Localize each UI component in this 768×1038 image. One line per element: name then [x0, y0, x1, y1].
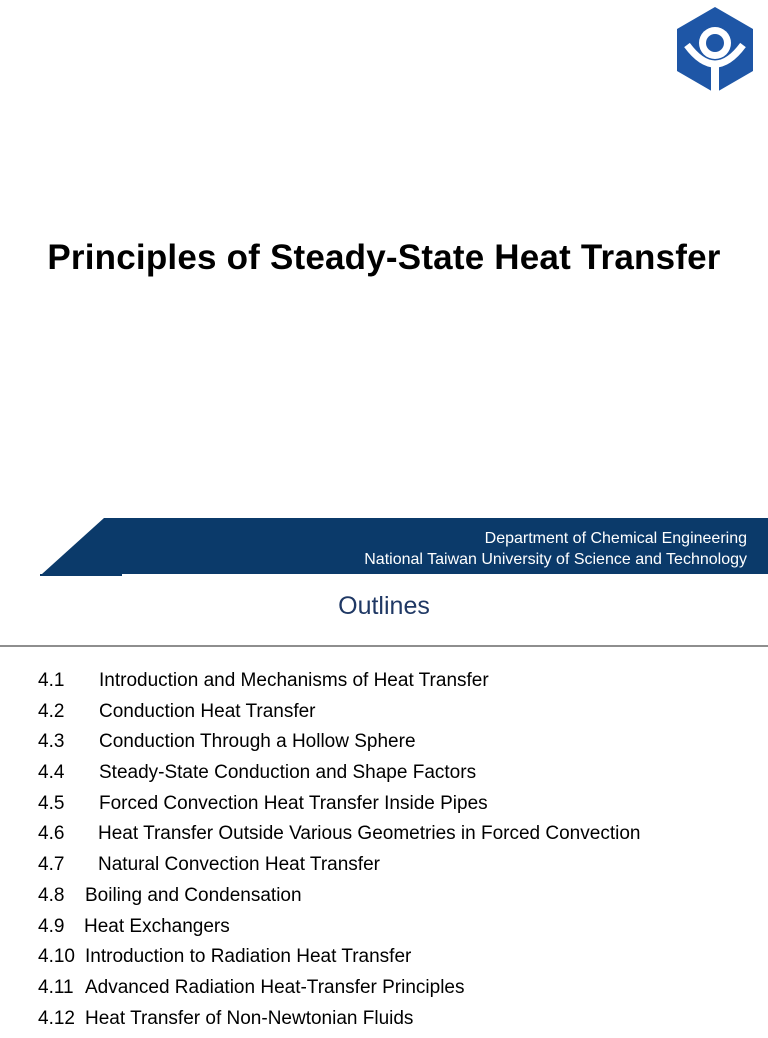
item-text: Forced Convection Heat Transfer Inside Pipes — [99, 792, 488, 814]
item-text: Steady-State Conduction and Shape Factors — [99, 762, 477, 784]
item-number: 4.6 — [38, 823, 65, 845]
list-item — [38, 670, 758, 701]
item-text: Introduction and Mechanisms of Heat Transfer — [99, 670, 489, 691]
outline-list — [38, 670, 758, 1038]
item-number: 4.11 — [38, 976, 74, 998]
item-number: 4.10 — [38, 946, 75, 968]
item-number: 4.12 — [38, 1007, 75, 1029]
list-item — [38, 977, 758, 1008]
list-item — [38, 854, 758, 885]
item-text: Advanced Radiation Heat-Transfer Principles — [85, 976, 465, 998]
university-name: National Taiwan University of Science and Technology — [364, 551, 747, 568]
item-number: 4.4 — [38, 762, 65, 784]
item-text: Heat Transfer Outside Various Geometries in Forced Convection — [98, 823, 641, 845]
department-name: Department of Chemical Engineering — [484, 530, 747, 547]
university-logo-icon — [671, 5, 759, 95]
list-item — [38, 946, 758, 977]
item-number: 4.8 — [38, 884, 65, 906]
slide-title: Principles of Steady-State Heat Transfer — [47, 238, 721, 277]
divider — [0, 645, 768, 647]
list-item — [38, 731, 758, 762]
item-text: Heat Transfer of Non-Newtonian Fluids — [85, 1007, 414, 1029]
item-text: Conduction Heat Transfer — [99, 700, 316, 722]
item-text: Boiling and Condensation — [85, 884, 302, 906]
item-text: Conduction Through a Hollow Sphere — [99, 731, 416, 753]
outline-heading: Outlines — [338, 592, 430, 620]
item-number: 4.1 — [38, 670, 65, 691]
list-item — [38, 916, 758, 947]
list-item — [38, 823, 758, 854]
list-item — [38, 1008, 758, 1038]
item-number: 4.2 — [38, 700, 65, 722]
item-text: Heat Exchangers — [84, 915, 230, 937]
item-text: Natural Convection Heat Transfer — [98, 854, 380, 876]
item-number: 4.5 — [38, 792, 65, 814]
list-item — [38, 793, 758, 824]
list-item — [38, 762, 758, 793]
list-item — [38, 885, 758, 916]
list-item — [38, 701, 758, 732]
item-text: Introduction to Radiation Heat Transfer — [85, 946, 412, 968]
item-number: 4.9 — [38, 915, 65, 937]
item-number: 4.3 — [38, 731, 65, 753]
item-number: 4.7 — [38, 854, 65, 876]
